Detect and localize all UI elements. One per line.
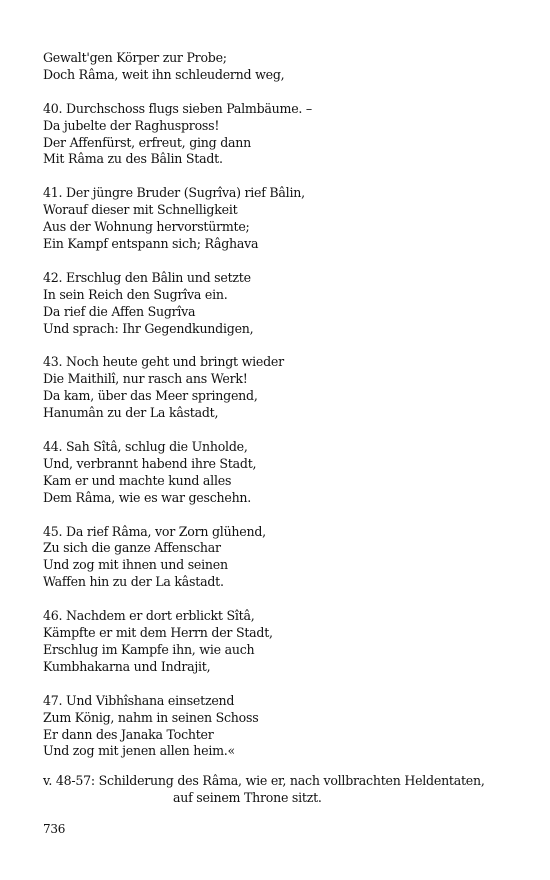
verse-line: Und zog mit ihnen und seinen <box>43 557 228 573</box>
verse-stanza <box>43 439 523 507</box>
verse-line: 42. Erschlug den Bâlin und setzte <box>43 269 251 285</box>
verse-line: Dem Râma, wie es war geschehn. <box>43 489 252 505</box>
verse-stanza <box>43 50 523 84</box>
verse-stanza <box>43 101 523 169</box>
summary-note-line-2: auf seinem Throne sitzt. <box>173 790 322 805</box>
verse-line: Und sprach: Ihr Gegendkundigen, <box>43 320 254 336</box>
verse-line: Da kam, über das Meer springend, <box>43 388 258 404</box>
verse-line: 41. Der jüngre Bruder (Sugrîva) rief Bâlin, <box>43 185 305 201</box>
verse-stanza <box>43 608 523 676</box>
verse-line: Kam er und machte kund alles <box>43 472 232 488</box>
verse-line: Und zog mit jenen allen heim.« <box>43 743 236 759</box>
verse-line: Worauf dieser mit Schnelligkeit <box>43 202 238 218</box>
verse-line: Gewalt'gen Körper zur Probe; <box>43 50 227 65</box>
summary-note-line-1: v. 48-57: Schilderung des Râma, wie er, nach vollbrachten Heldentaten, <box>43 773 485 788</box>
verse-line: Da rief die Affen Sugrîva <box>43 303 196 319</box>
page-number: 736 <box>43 822 66 836</box>
verse-stanza <box>43 524 523 592</box>
verse-line: 44. Sah Sîtâ, schlug die Unholde, <box>43 439 248 455</box>
verse-line: Ein Kampf entspann sich; Râghava <box>43 236 259 252</box>
verse-line: Die Maithilî, nur rasch ans Werk! <box>43 371 248 387</box>
verse-stanza <box>43 185 523 253</box>
verse-line: Aus der Wohnung hervorstürmte; <box>43 219 250 235</box>
summary-note <box>43 772 513 806</box>
verse-line: 43. Noch heute geht und bringt wieder <box>43 354 284 370</box>
verse-line: Zum König, nahm in seinen Schoss <box>43 709 259 725</box>
verse-line: Kumbhakarna und Indrajit, <box>43 658 211 674</box>
verse-line: 40. Durchschoss flugs sieben Palmbäume. – <box>43 100 312 116</box>
verse-line: Zu sich die ganze Affenschar <box>43 540 221 556</box>
verse-line: Erschlug im Kampfe ihn, wie auch <box>43 641 255 657</box>
verse-line: Hanumân zu der La kâstadt, <box>43 405 219 421</box>
verse-line: Er dann des Janaka Tochter <box>43 726 214 742</box>
verse-stanza <box>43 693 523 761</box>
verse-line: In sein Reich den Sugrîva ein. <box>43 286 228 302</box>
verse-stanza <box>43 354 523 422</box>
verse-line: Doch Râma, weit ihn schleudernd weg, <box>43 66 285 82</box>
verse-line: Mit Râma zu des Bâlin Stadt. <box>43 151 223 167</box>
verse-line: 46. Nachdem er dort erblickt Sîtâ, <box>43 608 255 624</box>
verse-line: Und, verbrannt habend ihre Stadt, <box>43 455 257 471</box>
verse-line: Kämpfte er mit dem Herrn der Stadt, <box>43 625 273 641</box>
verse-line: Der Affenfürst, erfreut, ging dann <box>43 134 251 150</box>
verse-block <box>43 50 523 777</box>
verse-line: 47. Und Vibhîshana einsetzend <box>43 692 235 708</box>
verse-line: 45. Da rief Râma, vor Zorn glühend, <box>43 523 266 539</box>
verse-line: Waffen hin zu der La kâstadt. <box>43 574 224 590</box>
verse-line: Da jubelte der Raghuspross! <box>43 117 220 133</box>
verse-stanza <box>43 270 523 338</box>
